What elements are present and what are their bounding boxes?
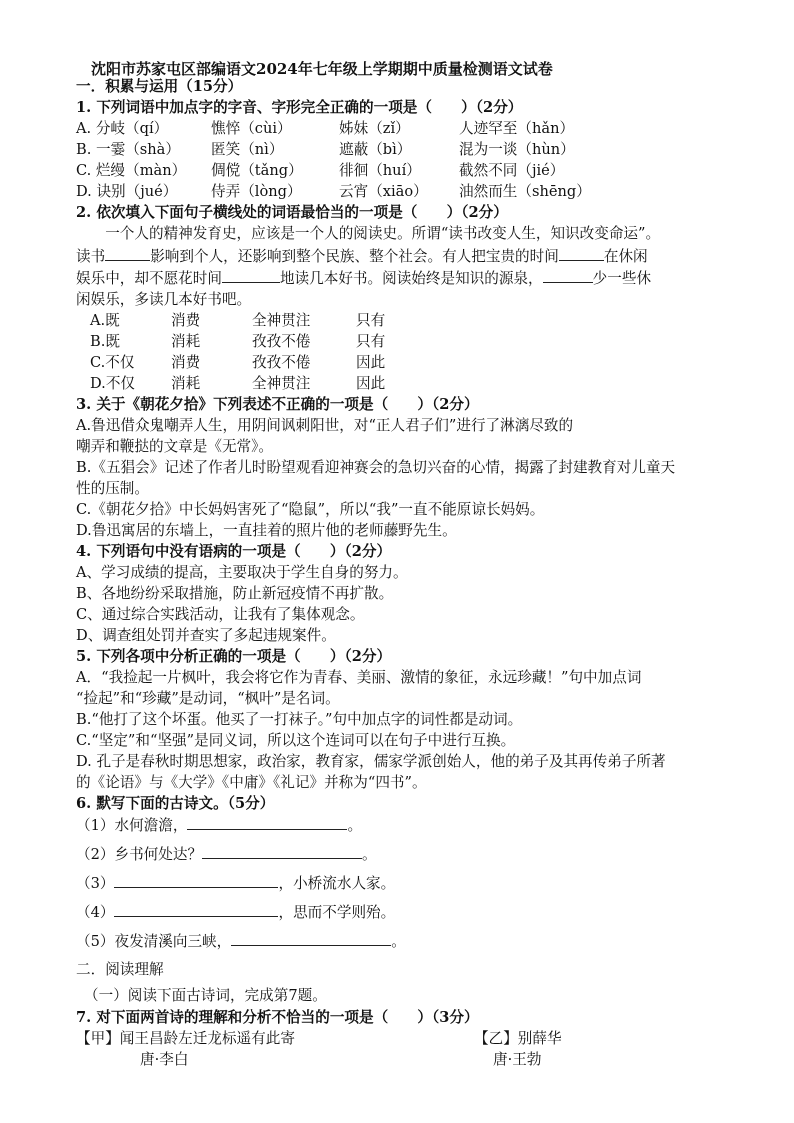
recitation-line-5 <box>76 930 406 952</box>
question-4-option-d: D、调查组处罚并查实了多起违规案件。 <box>76 627 336 644</box>
question-3-option-a-cont: 嘲弄和鞭挞的文章是《无常》。 <box>76 438 274 455</box>
option-cell: 消耗 <box>171 375 201 392</box>
option-cell: 因此 <box>356 354 386 371</box>
question-5-option-a-cont: “捡起”和“珍藏”是动词，“枫叶”是名词。 <box>76 690 340 707</box>
option-cell: 只有 <box>356 333 386 350</box>
answer-blank[interactable] <box>114 872 278 888</box>
question-5-option-d-cont: 的《论语》与《大学》《中庸》《礼记》并称为“四书”。 <box>76 774 427 791</box>
recitation-line-1 <box>76 814 362 836</box>
prompt-text: 。 <box>347 817 363 834</box>
option-cell: D. 诀别（jué） <box>76 183 178 200</box>
question-2-stem: 2. 依次填入下面句子横线处的词语最恰当的一项是（ ）（2分） <box>76 204 508 221</box>
question-3-option-b: B.《五猖会》记述了作者儿时盼望观看迎神赛会的急切兴奋的心情，揭露了封建教育对儿童天 <box>76 459 676 476</box>
prompt-text: （2）乡书何处达？ <box>76 846 203 863</box>
prompt-text: （5）夜发清溪向三峡， <box>76 933 232 950</box>
option-cell: 徘徊（huí） <box>339 162 421 179</box>
option-cell: 侍弄（lòng） <box>211 183 302 200</box>
question-3-option-a: A.鲁迅借众鬼嘲弄人生，用阴间讽刺阳世，对“正人君子们”进行了淋漓尽致的 <box>76 417 574 434</box>
option-cell: 油然而生（shēng） <box>459 183 591 200</box>
option-cell: 憔悴（cùi） <box>211 120 292 137</box>
option-cell: 混为一谈（hùn） <box>459 141 575 158</box>
poem-b-title: 【乙】别薛华 <box>474 1030 562 1047</box>
option-cell: A. 分岐（qí） <box>76 120 169 137</box>
option-cell: 消费 <box>171 312 201 329</box>
answer-blank[interactable] <box>559 245 604 261</box>
passage-text: 娱乐中，却不愿花时间 <box>76 270 222 287</box>
option-cell: 孜孜不倦 <box>252 354 311 371</box>
question-6-stem: 6. 默写下面的古诗文。（5分） <box>76 795 275 812</box>
question-4-option-c: C、通过综合实践活动，让我有了集体观念。 <box>76 606 365 623</box>
question-7-stem: 7. 对下面两首诗的理解和分析不恰当的一项是（ ）（3分） <box>76 1009 479 1026</box>
section-heading-2: 二．阅读理解 <box>76 961 164 978</box>
passage-text: 在休闲 <box>603 248 648 265</box>
option-cell: 只有 <box>356 312 386 329</box>
question-2-passage: 一个人的精神发育史，应该是一个人的阅读史。所谓“读书改变人生，知识改变命运”。 <box>76 225 661 242</box>
option-cell: B. 一霎（shà） <box>76 141 180 158</box>
question-3-option-c: C.《朝花夕拾》中长妈妈害死了“隐鼠”，所以“我”一直不能原谅长妈妈。 <box>76 501 545 518</box>
prompt-text: ，小桥流水人家。 <box>278 875 396 892</box>
option-cell: D.不仅 <box>90 375 136 392</box>
page-title: 沈阳市苏家屯区部编语文2024年七年级上学期期中质量检测语文试卷 <box>91 60 553 78</box>
poem-a-title: 【甲】闻王昌龄左迁龙标遥有此寄 <box>76 1030 295 1047</box>
question-4-option-b: B、各地纷纷采取措施，防止新冠疫情不再扩散。 <box>76 585 394 602</box>
question-3-option-b-cont: 性的压制。 <box>76 480 149 497</box>
answer-blank[interactable] <box>187 814 347 830</box>
recitation-line-4 <box>76 901 395 923</box>
option-cell: 消耗 <box>171 333 201 350</box>
recitation-line-3 <box>76 872 395 894</box>
question-1-stem: 1. 下列词语中加点字的字音、字形完全正确的一项是（ ）（2分） <box>76 99 523 116</box>
option-cell: 云宵（xiāo） <box>339 183 428 200</box>
option-cell: 全神贯注 <box>252 312 311 329</box>
question-4-stem: 4. 下列语句中没有语病的一项是（ ）（2分） <box>76 543 392 560</box>
answer-blank[interactable] <box>114 901 278 917</box>
poem-a-author: 唐·李白 <box>140 1051 189 1068</box>
question-2-passage <box>76 245 648 267</box>
question-2-passage <box>76 267 651 289</box>
passage-text: 影响到个人，还影响到整个民族、整个社会。有人把宝贵的时间 <box>150 248 559 265</box>
prompt-text: ，思而不学则殆。 <box>278 904 396 921</box>
answer-blank[interactable] <box>105 245 150 261</box>
question-5-option-a: A．“我捡起一片枫叶，我会将它作为青春、美丽、激情的象征，永远珍藏！”句中加点词 <box>76 669 642 686</box>
answer-blank[interactable] <box>543 267 593 283</box>
passage-text: 读书 <box>76 248 106 265</box>
poem-b-author: 唐·王勃 <box>493 1051 542 1068</box>
prompt-text: （4） <box>76 904 115 921</box>
prompt-text: （3） <box>76 875 115 892</box>
prompt-text: 。 <box>391 933 406 950</box>
prompt-text: （1）水何澹澹， <box>76 817 188 834</box>
option-cell: B.既 <box>90 333 120 350</box>
option-cell: 全神贯注 <box>252 375 311 392</box>
option-cell: 倜傥（tǎng） <box>211 162 303 179</box>
answer-blank[interactable] <box>202 843 362 859</box>
recitation-line-2 <box>76 843 377 865</box>
question-4-option-a: A、学习成绩的提高，主要取决于学生自身的努力。 <box>76 564 408 581</box>
answer-blank[interactable] <box>231 930 391 946</box>
question-3-stem: 3. 关于《朝花夕拾》下列表述不正确的一项是（ ）（2分） <box>76 396 479 413</box>
subsection-heading: （一）阅读下面古诗词，完成第7题。 <box>84 987 327 1004</box>
option-cell: 因此 <box>356 375 386 392</box>
question-3-option-d: D.鲁迅寓居的东墙上，一直挂着的照片他的老师藤野先生。 <box>76 522 457 539</box>
prompt-text: 。 <box>362 846 377 863</box>
passage-text: 少一些休 <box>592 270 652 287</box>
option-cell: 匿笑（nì） <box>211 141 284 158</box>
option-cell: 孜孜不倦 <box>252 333 311 350</box>
question-5-option-b: B.“他打了这个坏蛋。他买了一打袜子。”句中加点字的词性都是动词。 <box>76 711 523 728</box>
option-cell: C. 烂缦（màn） <box>76 162 187 179</box>
question-2-passage: 闲娱乐，多读几本好书吧。 <box>76 291 252 308</box>
option-cell: 截然不同（jié） <box>459 162 565 179</box>
option-cell: 消费 <box>171 354 201 371</box>
option-cell: C.不仅 <box>90 354 135 371</box>
question-5-option-c: C.“坚定”和“坚强”是同义词，所以这个连词可以在句子中进行互换。 <box>76 732 516 749</box>
question-5-stem: 5. 下列各项中分析正确的一项是（ ）（2分） <box>76 648 392 665</box>
passage-text: 地读几本好书。阅读始终是知识的源泉， <box>279 270 543 287</box>
answer-blank[interactable] <box>222 267 280 283</box>
question-5-option-d: D. 孔子是春秋时期思想家，政治家，教育家，儒家学派创始人，他的弟子及其再传弟子所著 <box>76 753 666 770</box>
section-heading-1: 一．积累与运用（15分） <box>76 78 243 95</box>
option-cell: 姊妹（zǐ） <box>339 120 410 137</box>
option-cell: 遮蔽（bì） <box>339 141 412 158</box>
option-cell: A.既 <box>90 312 120 329</box>
option-cell: 人迹罕至（hǎn） <box>459 120 575 137</box>
